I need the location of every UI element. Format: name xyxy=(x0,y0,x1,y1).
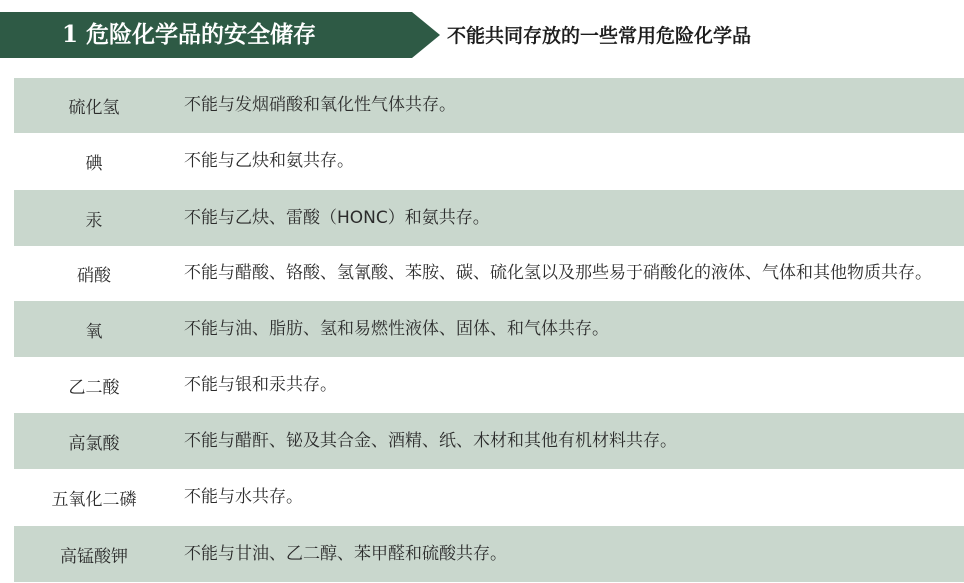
chemical-name: 五氧化二磷 xyxy=(51,490,137,510)
chemical-name: 高氯酸 xyxy=(68,433,120,454)
chemical-name: 汞 xyxy=(85,210,103,231)
chemical-name: 碘 xyxy=(85,154,103,174)
chemical-name: 硫化氢 xyxy=(68,98,120,118)
storage-rule: 不能与甘油、乙二醇、苯甲醛和硫酸共存。 xyxy=(184,543,507,564)
header xyxy=(0,0,964,62)
page-subtitle: 不能共同存放的一些常用危险化学品 xyxy=(447,25,752,47)
storage-rule: 不能与乙炔、雷酸（HONC）和氨共存。 xyxy=(184,207,490,228)
table-row xyxy=(14,413,964,469)
chemicals-table xyxy=(14,78,964,582)
chemical-name: 氧 xyxy=(85,321,103,342)
table-row xyxy=(14,301,964,357)
table-row xyxy=(14,246,964,301)
storage-rule: 不能与醋酸、铬酸、氢氰酸、苯胺、碳、硫化氢以及那些易于硝酸化的液体、气体和其他物质共存。 xyxy=(184,263,932,283)
storage-rule: 不能与醋酐、铋及其合金、酒精、纸、木材和其他有机材料共存。 xyxy=(184,430,677,451)
table-row xyxy=(14,469,964,526)
chemical-name: 高锰酸钾 xyxy=(60,546,128,567)
table-row xyxy=(14,526,964,582)
table-row xyxy=(14,190,964,246)
storage-rule: 不能与发烟硝酸和氧化性气体共存。 xyxy=(184,95,456,115)
table-row xyxy=(14,357,964,413)
table-row xyxy=(14,133,964,190)
chemical-name: 乙二酸 xyxy=(68,377,120,398)
page-title: 1 危险化学品的安全储存 xyxy=(62,21,317,48)
table-row xyxy=(14,78,964,133)
storage-rule: 不能与银和汞共存。 xyxy=(184,374,337,395)
storage-rule: 不能与油、脂肪、氢和易燃性液体、固体、和气体共存。 xyxy=(184,318,609,339)
chemical-name: 硝酸 xyxy=(77,266,111,286)
storage-rule: 不能与水共存。 xyxy=(184,487,303,507)
storage-rule: 不能与乙炔和氨共存。 xyxy=(184,151,354,171)
